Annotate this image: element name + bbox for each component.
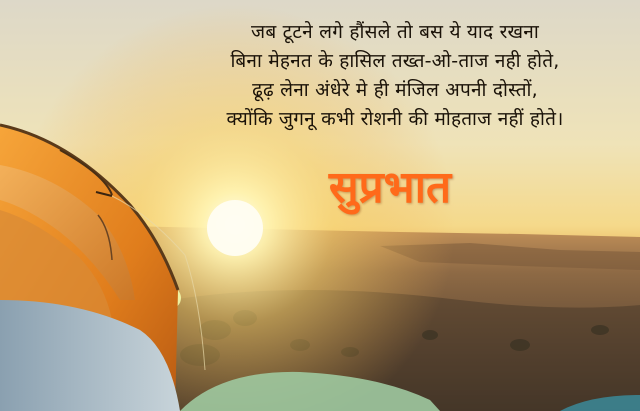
sun [207,200,263,256]
poem-line-2: बिना मेहनत के हासिल तख्त-ओ-ताज नही होते, [230,50,560,72]
poem-quote [170,18,620,134]
good-morning-title: सुप्रभात [328,162,452,213]
poem-line-1: जब टूटने लगे हौंसले तो बस ये याद रखना [251,21,539,43]
poem-line-3: ढूढ़ लेना अंधेरे मे ही मंजिल अपनी दोस्तों, [252,79,538,101]
poem-line-4: क्योंकि जुगनू कभी रोशनी की मोहताज नहीं होते। [226,108,564,130]
